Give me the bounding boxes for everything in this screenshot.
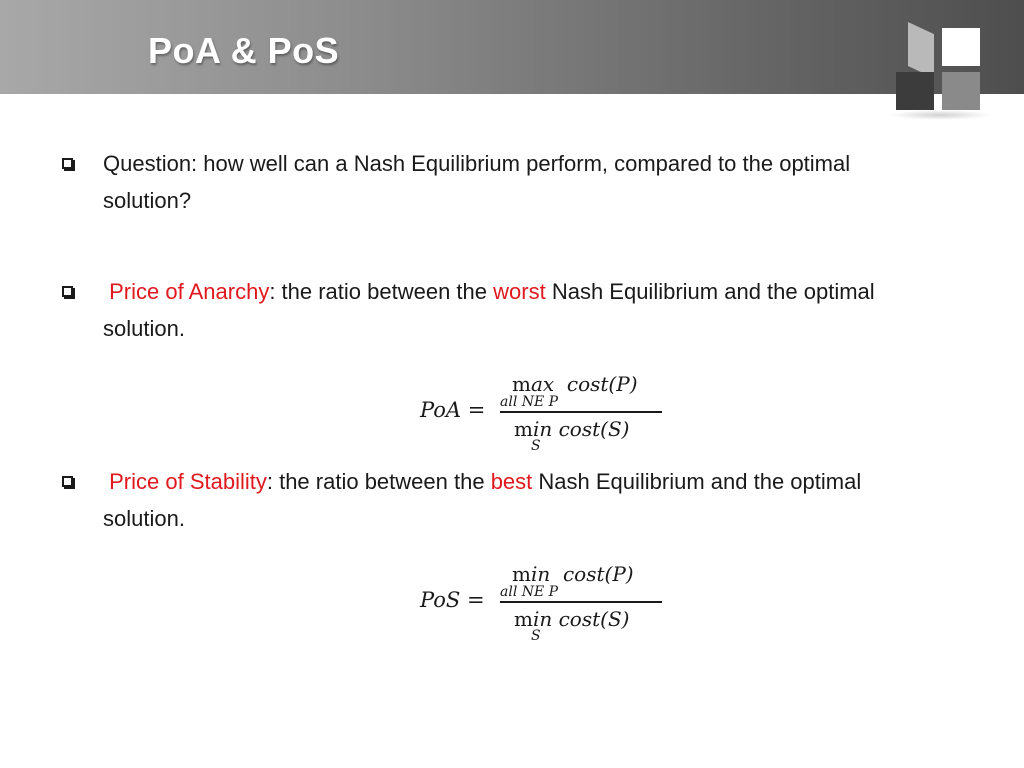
logo-icon: [890, 16, 990, 116]
formula-poa-num-subscript: all NE P: [500, 394, 559, 410]
bullet-poa-text: [103, 273, 1003, 347]
formula-pos-den-subscript: S: [531, 628, 541, 644]
bullet-poa-line1: [103, 273, 1003, 310]
bullet-question-line1: Question: how well can a Nash Equilibrium perform, compared to the optimal: [103, 151, 851, 176]
logo-shadow: [890, 110, 990, 120]
slide-title: PoA & PoS: [148, 30, 340, 71]
formula-pos-lhs: PoS =: [420, 588, 485, 612]
bullet-poa-line2: solution.: [103, 316, 185, 341]
formula-poa-fraction-bar: [500, 411, 662, 413]
bullet-pos-mid: : the ratio between the: [266, 469, 491, 494]
keyword-worst: worst: [493, 279, 546, 304]
term-price-of-anarchy: Price of Anarchy: [109, 279, 270, 304]
bullet-pos-tail: Nash Equilibrium and the optimal: [532, 469, 862, 494]
formula-pos-numerator: min cost(P): [512, 562, 634, 586]
checkbox-bullet-icon: [62, 158, 73, 169]
bullet-pos-line2: solution.: [103, 506, 185, 531]
formula-poa-lhs: PoA =: [420, 398, 486, 422]
formula-poa: [420, 370, 680, 460]
formula-poa-numerator: max cost(P): [512, 372, 638, 396]
header-bar: [0, 0, 1024, 94]
logo-block-bottom-right: [942, 72, 980, 110]
bullet-question-text: [103, 145, 1003, 219]
logo-block-bottom-left: [896, 72, 934, 110]
bullet-pos-text: [103, 463, 1003, 537]
formula-poa-denominator: min cost(S): [514, 417, 630, 441]
bullet-poa-mid: : the ratio between the: [269, 279, 494, 304]
keyword-best: best: [490, 469, 533, 494]
bullet-poa-tail: Nash Equilibrium and the optimal: [545, 279, 875, 304]
checkbox-bullet-icon: [62, 476, 73, 487]
term-price-of-stability: Price of Stability: [109, 469, 267, 494]
formula-pos-num-subscript: all NE P: [500, 584, 559, 600]
formula-pos: [420, 560, 680, 650]
bullet-question-line2: solution?: [103, 188, 192, 213]
bullet-pos-line1: [103, 463, 1003, 500]
formula-pos-denominator: min cost(S): [514, 607, 630, 631]
logo-block-top-left: [908, 22, 934, 78]
logo-block-top-right: [942, 28, 980, 66]
formula-poa-den-subscript: S: [531, 438, 541, 454]
checkbox-bullet-icon: [62, 286, 73, 297]
formula-pos-fraction-bar: [500, 601, 662, 603]
